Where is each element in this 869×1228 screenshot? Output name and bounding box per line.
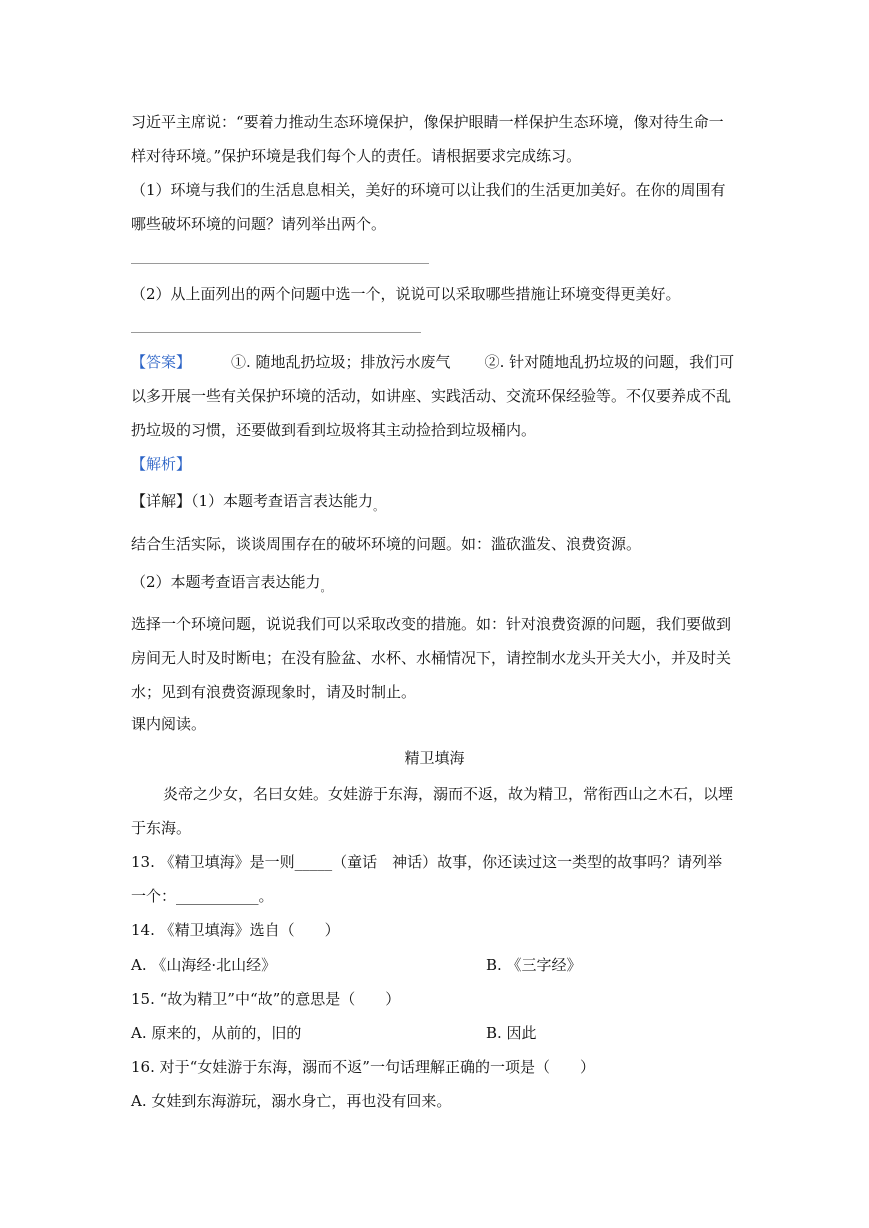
detail-body-1: 结合生活实际，谈谈周围存在的破坏环境的问题。如：滥砍滥发、浪费资源。 — [131, 535, 642, 553]
question-16-stem: 16. 对于“女娃游于东海，溺而不返”一句话理解正确的一项是（ ） — [131, 1058, 595, 1076]
question-14-stem: 14. 《精卫填海》选自（ ） — [131, 921, 340, 939]
reading-text-line-2: 于东海。 — [131, 819, 192, 837]
question-13-line-1: 13. 《精卫填海》是一则_____（童话 神话）故事，你还读过这一类型的故事吗？请列举 — [131, 853, 723, 871]
answer-part-1: ①. 随地乱扔垃圾；排放污水废气 — [231, 353, 451, 371]
question-13-line-2: 一个：___________。 — [131, 887, 274, 905]
detail-tag: 【详解】 — [131, 492, 192, 510]
detail-part-2: （2）本题考查语言表达能力 — [131, 573, 321, 591]
intro-line-1: 习近平主席说：“要着力推动生态环境保护，像保护眼睛一样保护生态环境，像对待生命一 — [131, 113, 724, 131]
detail-body-2-line-2: 房间无人时及时断电；在没有脸盆、水杯、水桶情况下，请控制水龙头开关大小，并及时关 — [131, 649, 732, 667]
detail-body-2-line-1: 选择一个环境问题，说说我们可以采取改变的措施。如：针对浪费资源的问题，我们要做到 — [131, 615, 732, 633]
reading-heading: 课内阅读。 — [131, 715, 207, 733]
answer-line-3: 扔垃圾的习惯，还要做到看到垃圾将其主动捡拾到垃圾桶内。 — [131, 421, 537, 439]
intro-line-2: 样对待环境。”保护环境是我们每个人的责任。请根据要求完成练习。 — [131, 147, 582, 165]
detail-line-2 — [131, 572, 332, 598]
analysis-tag: 【解析】 — [131, 455, 192, 473]
answer-part-2: ②. 针对随地乱扔垃圾的问题，我们可 — [484, 353, 735, 371]
answer-tag: 【答案】 — [131, 353, 192, 371]
question-14-option-a: A. 《山海经·北山经》 — [131, 956, 277, 974]
answer-blank-line-2 — [131, 332, 421, 333]
question-15-option-a: A. 原来的，从前的，旧的 — [131, 1024, 302, 1042]
answer-line-1 — [131, 352, 734, 372]
detail-dot-1: 。 — [373, 500, 385, 513]
answer-line-2: 以多开展一些有关保护环境的活动，如讲座、实践活动、交流环保经验等。不仅要养成不乱 — [131, 387, 732, 405]
answer-blank-line-1 — [131, 263, 429, 264]
detail-line-1 — [131, 491, 384, 517]
reading-title: 精卫填海 — [404, 749, 465, 767]
question-16-option-a: A. 女娃到东海游玩，溺水身亡，再也没有回来。 — [131, 1092, 452, 1110]
question-2-line-1: （2）从上面列出的两个问题中选一个，说说可以采取哪些措施让环境变得更美好。 — [131, 285, 681, 303]
question-15-stem: 15. “故为精卫”中“故”的意思是（ ） — [131, 990, 401, 1008]
question-15-option-b: B. 因此 — [486, 1024, 537, 1042]
question-14-option-b: B. 《三字经》 — [486, 956, 582, 974]
reading-text-line-1: 炎帝之少女，名曰女娃。女娃游于东海，溺而不返，故为精卫，常衔西山之木石，以堙 — [163, 785, 734, 803]
detail-dot-2: 。 — [320, 581, 332, 594]
question-1-line-1: （1）环境与我们的生活息息相关，美好的环境可以让我们的生活更加美好。在你的周围有 — [131, 181, 726, 199]
question-1-line-2: 哪些破坏环境的问题？请列举出两个。 — [131, 215, 387, 233]
detail-body-2-line-3: 水；见到有浪费资源现象时，请及时制止。 — [131, 683, 417, 701]
detail-part-1: （1）本题考查语言表达能力 — [191, 492, 374, 510]
